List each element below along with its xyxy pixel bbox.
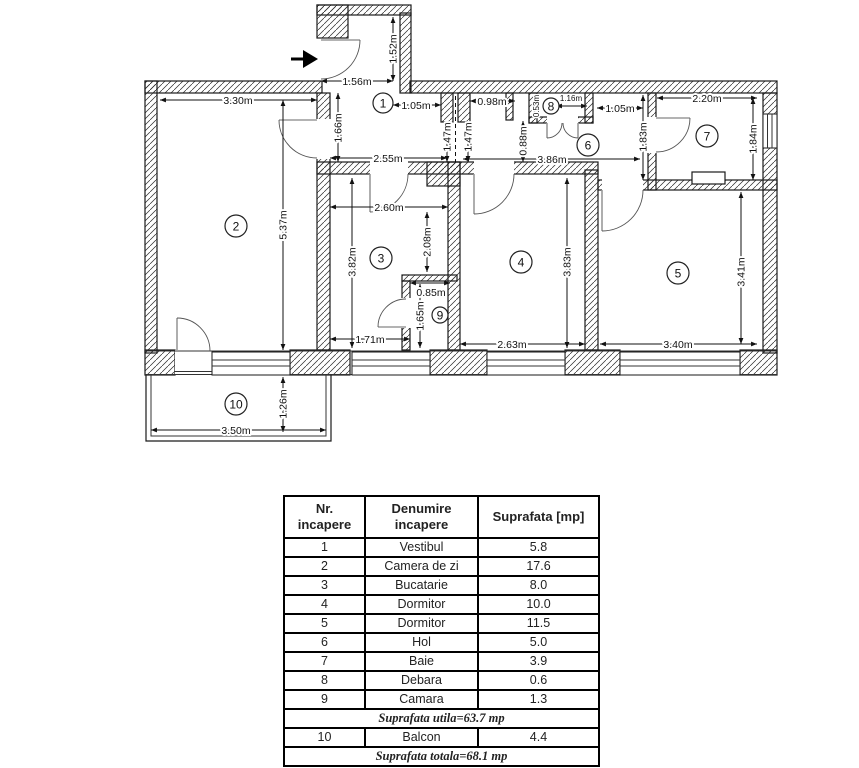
dim-label: 3.30m	[223, 95, 253, 107]
table-row	[284, 728, 599, 747]
window-room2	[212, 352, 290, 375]
table-row	[284, 614, 599, 633]
dim-label: 1.47m	[441, 122, 454, 152]
cell-area: 0.6	[478, 671, 599, 690]
dim-label: 2.55m	[373, 153, 403, 165]
window-room4	[487, 352, 565, 375]
room-number: 2	[232, 219, 240, 234]
window-bath-right	[763, 114, 777, 148]
dim-label: 1.71m	[355, 334, 385, 346]
suprafata-utila: Suprafata utila=63.7 mp	[284, 709, 599, 728]
dim-label: 2.63m	[497, 339, 527, 351]
door-room5	[602, 190, 643, 231]
summary-row-totala	[284, 747, 599, 766]
dim-label: 0.88m	[517, 126, 530, 156]
area-table	[283, 495, 600, 767]
room-number: 10	[229, 397, 243, 412]
room-label-6	[577, 134, 599, 156]
door-room4	[474, 174, 514, 214]
room-label-4	[510, 251, 532, 273]
summary-row-utila	[284, 709, 599, 728]
dim-label: 1.83m	[637, 122, 650, 152]
table-row	[284, 690, 599, 709]
table-row	[284, 595, 599, 614]
cell-name: Baie	[365, 652, 478, 671]
suprafata-totala: Suprafata totala=68.1 mp	[284, 747, 599, 766]
cell-nr: 4	[284, 595, 365, 614]
dim-label: 1.16m	[559, 94, 583, 103]
room-label-7	[696, 125, 718, 147]
dim-label: 1.56m	[342, 76, 372, 88]
cell-nr: 9	[284, 690, 365, 709]
room-label-2	[225, 215, 247, 237]
dim-label: 1.05m	[401, 100, 431, 112]
cell-nr: 3	[284, 576, 365, 595]
header-suprafata: Suprafata [mp]	[478, 496, 599, 538]
cell-nr: 10	[284, 728, 365, 747]
door-bath	[656, 118, 690, 152]
table-row	[284, 652, 599, 671]
room-label-1	[373, 93, 393, 113]
table-header-row	[284, 496, 599, 538]
header-nr: Nr. incapere	[284, 496, 365, 538]
table-row	[284, 671, 599, 690]
cell-name: Vestibul	[365, 538, 478, 557]
door-debara-double	[547, 123, 578, 138]
dim-label: 1.65m	[414, 301, 427, 331]
room-number: 9	[436, 308, 444, 323]
room-number: 6	[584, 138, 592, 153]
room-number: 7	[703, 129, 711, 144]
window-room5	[620, 352, 740, 375]
cell-name: Hol	[365, 633, 478, 652]
windows	[145, 114, 777, 375]
door-room2	[279, 120, 317, 158]
bath-shaft	[692, 172, 725, 184]
dim-label: 0.98m	[477, 96, 507, 108]
cell-nr: 2	[284, 557, 365, 576]
header-denumire: Denumire incapere	[365, 496, 478, 538]
cell-nr: 6	[284, 633, 365, 652]
door-balcony	[177, 318, 210, 351]
cell-area: 5.8	[478, 538, 599, 557]
cell-nr: 5	[284, 614, 365, 633]
table-row	[284, 633, 599, 652]
room-number: 3	[377, 251, 385, 266]
cell-area: 11.5	[478, 614, 599, 633]
room-number: 8	[547, 99, 555, 114]
cell-area: 10.0	[478, 595, 599, 614]
room-label-10	[225, 393, 247, 415]
dim-label: 0.85m	[416, 287, 446, 299]
dim-label: 0.53m	[531, 94, 541, 118]
cell-name: Dormitor	[365, 595, 478, 614]
table-row	[284, 538, 599, 557]
room-number: 5	[674, 266, 682, 281]
dim-label: 2.08m	[421, 227, 434, 257]
cell-area: 4.4	[478, 728, 599, 747]
cell-area: 8.0	[478, 576, 599, 595]
cell-name: Balcon	[365, 728, 478, 747]
cell-name: Dormitor	[365, 614, 478, 633]
cell-area: 5.0	[478, 633, 599, 652]
entrance-arrow-icon	[291, 50, 318, 68]
entry-door	[321, 40, 360, 79]
room-label-5	[667, 262, 689, 284]
cell-name: Camara	[365, 690, 478, 709]
room-number: 4	[517, 255, 525, 270]
table-row	[284, 557, 599, 576]
walls	[145, 5, 777, 375]
cell-area: 1.3	[478, 690, 599, 709]
cell-nr: 1	[284, 538, 365, 557]
room-label-3	[370, 247, 392, 269]
dim-label: 1.26m	[277, 389, 290, 419]
dim-label: 3.83m	[561, 247, 574, 277]
dim-label: 3.82m	[346, 247, 359, 277]
room-number: 1	[379, 96, 387, 111]
table-row	[284, 576, 599, 595]
dim-label: 1.52m	[387, 34, 400, 64]
dim-label: 3.41m	[735, 257, 748, 287]
dim-label: 3.50m	[221, 425, 251, 437]
dim-label: 1.05m	[605, 103, 635, 115]
dimension-labels	[221, 34, 759, 437]
cell-name: Bucatarie	[365, 576, 478, 595]
dim-label: 2.60m	[374, 202, 404, 214]
dim-label: 1.47m	[462, 122, 475, 152]
dim-label: 1.66m	[332, 113, 345, 143]
room-label-9	[432, 307, 448, 323]
dim-label: 1.84m	[747, 124, 760, 154]
cell-name: Debara	[365, 671, 478, 690]
window-room3	[352, 352, 430, 375]
dim-label: 2.20m	[692, 93, 722, 105]
cell-nr: 8	[284, 671, 365, 690]
cell-name: Camera de zi	[365, 557, 478, 576]
dim-label: 3.40m	[663, 339, 693, 351]
dim-label: 5.37m	[277, 210, 290, 240]
room-label-8	[543, 98, 559, 114]
cell-area: 3.9	[478, 652, 599, 671]
cell-area: 17.6	[478, 557, 599, 576]
dim-label: 3.86m	[537, 154, 567, 166]
cell-nr: 7	[284, 652, 365, 671]
